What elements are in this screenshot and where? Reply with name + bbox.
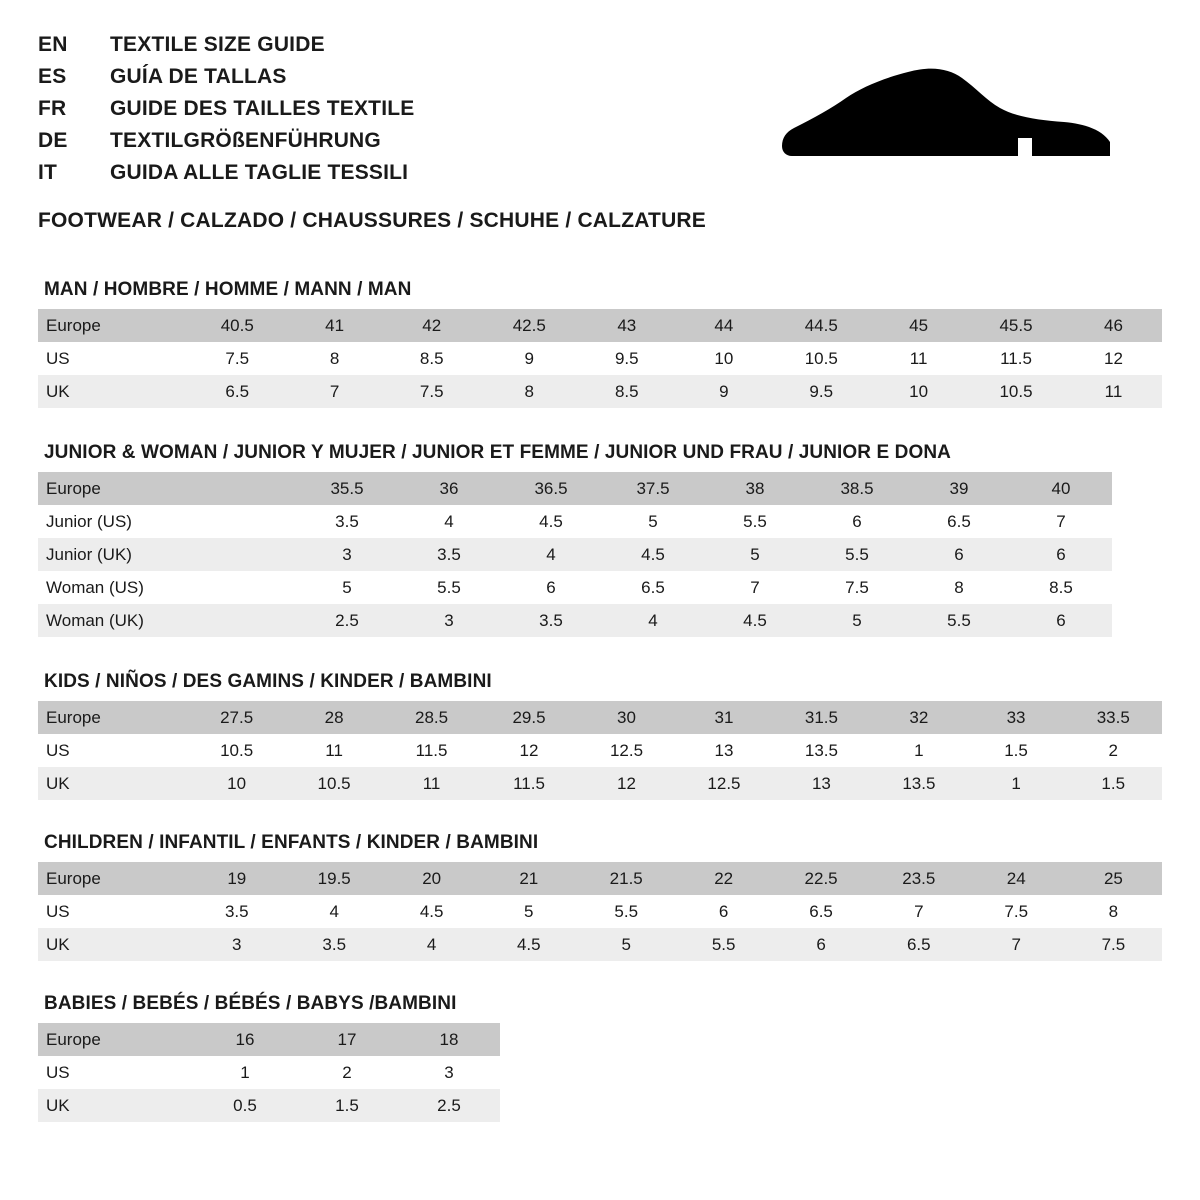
cell: 8 [1065,895,1162,928]
cell: 4 [285,895,383,928]
table-row [38,309,1162,342]
cell: 11.5 [480,767,577,800]
cell: 6 [500,571,602,604]
language-code: FR [38,97,67,120]
table-row [38,472,1112,505]
table-row [38,604,1112,637]
cell: 6.5 [870,928,968,961]
cell: 40 [1010,472,1112,505]
table-row [38,538,1112,571]
cell: 25 [1065,862,1162,895]
cell: 44.5 [772,309,870,342]
language-row [38,98,706,119]
row-label: UK [38,375,188,408]
cell: 11 [1065,375,1162,408]
table-row [38,571,1112,604]
cell: 11 [383,767,480,800]
section-children [38,832,1162,961]
cell: 8.5 [383,342,480,375]
cell: 12 [1065,342,1162,375]
cell: 5.5 [704,505,806,538]
cell: 8.5 [1010,571,1112,604]
cell: 3 [398,1056,500,1089]
cell: 3.5 [398,538,500,571]
section-title: MAN / HOMBRE / HOMME / MANN / MAN [44,279,412,300]
cell: 7 [286,375,383,408]
cell: 11.5 [967,342,1065,375]
cell: 6.5 [188,375,286,408]
cell: 6 [675,895,772,928]
size-table-junior-woman [38,472,1112,637]
cell: 33 [968,701,1065,734]
cell: 5 [806,604,908,637]
cell: 39 [908,472,1010,505]
cell: 3 [398,604,500,637]
cell: 45 [870,309,967,342]
cell [194,538,296,571]
cell [194,472,296,505]
cell: 1.5 [296,1089,398,1122]
cell: 31.5 [773,701,870,734]
cell: 45.5 [967,309,1065,342]
cell: 20 [383,862,480,895]
cell: 8 [480,375,578,408]
cell: 18 [398,1023,500,1056]
cell: 9.5 [772,375,870,408]
cell: 2.5 [398,1089,500,1122]
cell: 28 [285,701,382,734]
cell: 5 [577,928,675,961]
row-label: Europe [38,701,188,734]
language-title: TEXTILE SIZE GUIDE [110,33,325,56]
language-title-list [38,34,706,233]
cell: 9.5 [578,342,675,375]
cell: 3.5 [285,928,383,961]
table-row [38,928,1162,961]
cell: 11 [870,342,967,375]
row-label: US [38,342,188,375]
cell: 1 [870,734,967,767]
cell: 2.5 [296,604,398,637]
section-title: CHILDREN / INFANTIL / ENFANTS / KINDER / BAMBINI [44,832,539,853]
cell: 2 [1064,734,1162,767]
cell: 41 [286,309,383,342]
row-label: Woman (US) [38,571,194,604]
cell: 6.5 [772,895,870,928]
cell: 2 [296,1056,398,1089]
cell: 36 [398,472,500,505]
cell: 19.5 [285,862,383,895]
cell: 17 [296,1023,398,1056]
cell: 6 [806,505,908,538]
cell [194,604,296,637]
cell: 5 [296,571,398,604]
cell: 7 [704,571,806,604]
category-title: FOOTWEAR / CALZADO / CHAUSSURES / SCHUHE / CALZATURE [38,209,707,232]
cell: 9 [480,342,578,375]
cell: 1.5 [1064,767,1162,800]
row-label: Europe [38,309,188,342]
cell: 21.5 [577,862,675,895]
cell: 5.5 [806,538,908,571]
cell: 38.5 [806,472,908,505]
section-man [38,279,1162,408]
row-label: UK [38,1089,194,1122]
cell: 7.5 [188,342,286,375]
cell: 10.5 [772,342,870,375]
cell: 6 [1010,538,1112,571]
size-table-babies [38,1023,500,1122]
table-row [38,505,1112,538]
cell: 12 [480,734,577,767]
row-label: Europe [38,1023,194,1056]
table-row [38,895,1162,928]
language-code: IT [38,161,58,184]
cell: 30 [578,701,675,734]
dress-shoe-icon [780,60,1120,185]
table-row [38,375,1162,408]
row-label: Europe [38,862,188,895]
row-label: Junior (US) [38,505,194,538]
cell: 1 [968,767,1065,800]
cell: 12 [578,767,675,800]
cell: 22.5 [772,862,870,895]
cell: 37.5 [602,472,704,505]
section-babies [38,993,1162,1122]
row-label: UK [38,928,188,961]
cell: 7.5 [383,375,480,408]
cell: 8 [286,342,383,375]
language-title: GUÍA DE TALLAS [110,65,287,88]
cell: 27.5 [188,701,285,734]
cell: 5.5 [908,604,1010,637]
size-table-man [38,309,1162,408]
language-title: GUIDE DES TAILLES TEXTILE [110,97,415,120]
header [38,34,1162,233]
cell: 46 [1065,309,1162,342]
cell: 43 [578,309,675,342]
row-label: US [38,1056,194,1089]
cell: 7 [870,895,968,928]
cell: 42.5 [480,309,578,342]
cell: 4 [398,505,500,538]
language-code: EN [38,33,68,56]
section-title: BABIES / BEBÉS / BÉBÉS / BABYS /BAMBINI [44,993,457,1014]
cell: 5 [704,538,806,571]
cell: 33.5 [1064,701,1162,734]
cell: 16 [194,1023,296,1056]
cell: 6 [1010,604,1112,637]
table-row [38,1089,500,1122]
cell: 3 [188,928,285,961]
cell: 4.5 [480,928,577,961]
cell: 4 [602,604,704,637]
cell: 44 [675,309,772,342]
cell: 22 [675,862,772,895]
cell: 3.5 [500,604,602,637]
cell: 5.5 [398,571,500,604]
cell: 4.5 [383,895,480,928]
row-label: US [38,734,188,767]
cell: 7.5 [1065,928,1162,961]
language-code: ES [38,65,67,88]
cell: 12.5 [578,734,675,767]
cell: 1.5 [968,734,1065,767]
cell: 3.5 [296,505,398,538]
cell: 21 [480,862,577,895]
cell [194,505,296,538]
cell: 40.5 [188,309,286,342]
cell: 7 [968,928,1065,961]
language-title: TEXTILGRÖßENFÜHRUNG [110,129,381,152]
cell: 7 [1010,505,1112,538]
cell: 6 [908,538,1010,571]
cell: 10 [188,767,285,800]
cell: 8.5 [578,375,675,408]
size-table-kids [38,701,1162,800]
section-junior-woman [38,442,1162,637]
cell: 10.5 [188,734,285,767]
section-title: JUNIOR & WOMAN / JUNIOR Y MUJER / JUNIOR ET FEMME / JUNIOR UND FRAU / JUNIOR E DONA [44,442,952,463]
table-row [38,1056,500,1089]
cell: 5.5 [577,895,675,928]
language-row [38,130,706,151]
cell: 10.5 [285,767,382,800]
cell: 4.5 [704,604,806,637]
table-row [38,701,1162,734]
cell: 3 [296,538,398,571]
cell: 11.5 [383,734,480,767]
cell: 0.5 [194,1089,296,1122]
language-code: DE [38,129,68,152]
cell: 6 [772,928,870,961]
cell: 24 [968,862,1065,895]
cell: 31 [675,701,772,734]
table-row [38,1023,500,1056]
cell: 1 [194,1056,296,1089]
table-row [38,342,1162,375]
language-row [38,66,706,87]
row-label: Woman (UK) [38,604,194,637]
cell: 9 [675,375,772,408]
cell: 11 [285,734,382,767]
row-label: Europe [38,472,194,505]
table-row [38,862,1162,895]
cell: 6.5 [602,571,704,604]
row-label: Junior (UK) [38,538,194,571]
cell: 10 [675,342,772,375]
language-row [38,34,706,55]
cell: 38 [704,472,806,505]
cell: 13 [675,734,772,767]
cell: 29.5 [480,701,577,734]
table-row [38,767,1162,800]
size-table-children [38,862,1162,961]
cell: 13 [773,767,870,800]
cell: 12.5 [675,767,772,800]
cell: 32 [870,701,967,734]
cell: 10 [870,375,967,408]
cell: 4.5 [500,505,602,538]
section-title: KIDS / NIÑOS / DES GAMINS / KINDER / BAMBINI [44,671,492,692]
table-row [38,734,1162,767]
cell: 5 [602,505,704,538]
cell: 36.5 [500,472,602,505]
cell: 35.5 [296,472,398,505]
cell: 7.5 [968,895,1065,928]
cell: 28.5 [383,701,480,734]
cell: 4 [383,928,480,961]
cell: 23.5 [870,862,968,895]
cell: 3.5 [188,895,285,928]
cell: 5.5 [675,928,772,961]
cell: 10.5 [967,375,1065,408]
cell: 13.5 [870,767,967,800]
row-label: US [38,895,188,928]
cell [194,571,296,604]
cell: 7.5 [806,571,908,604]
cell: 5 [480,895,577,928]
language-title: GUIDA ALLE TAGLIE TESSILI [110,161,409,184]
row-label: UK [38,767,188,800]
cell: 19 [188,862,285,895]
section-kids [38,671,1162,800]
cell: 8 [908,571,1010,604]
cell: 13.5 [773,734,870,767]
cell: 42 [383,309,480,342]
cell: 4.5 [602,538,704,571]
cell: 4 [500,538,602,571]
cell: 6.5 [908,505,1010,538]
language-row [38,162,706,183]
